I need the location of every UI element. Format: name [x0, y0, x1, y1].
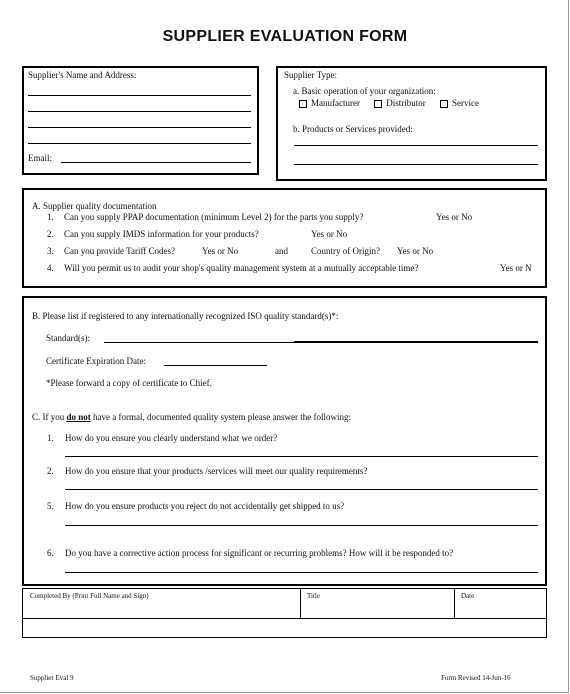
section-c-heading-pre: C. If you: [32, 412, 65, 422]
a-q3-answer[interactable]: Yes or No: [202, 246, 239, 256]
operation-options: [299, 98, 479, 109]
products-services-label: b. Products or Services provided:: [293, 124, 413, 134]
supplier-type-label: Supplier Type:: [284, 70, 337, 80]
address-line-4[interactable]: [28, 143, 251, 144]
a-q2-text: Can you supply IMDS information for your products?: [64, 229, 259, 239]
manufacturer-label: Manufacturer: [311, 98, 360, 108]
page-title: SUPPLIER EVALUATION FORM: [162, 28, 408, 45]
a-q3-and: and: [275, 246, 288, 256]
a-q4-text: Will you permit us to audit your shop's quality management system at a mutually acceptable time?: [64, 263, 419, 273]
c-q1-answer-line[interactable]: [65, 456, 538, 457]
address-line-2[interactable]: [28, 111, 251, 112]
section-c-heading-emphasis: do not: [66, 412, 91, 422]
basic-operation-label: a. Basic operation of your organization:: [293, 86, 436, 96]
a-q1-answer[interactable]: Yes or No: [436, 212, 473, 222]
c-q2-num: 2.: [47, 466, 54, 476]
c-q1-num: 1.: [47, 433, 54, 443]
section-c-heading-post: have a formal, documented quality system please answer the following:: [93, 412, 351, 422]
a-q3-text: Can you provide Tariff Codes?: [64, 246, 176, 256]
c-q1-text: How do you ensure you clearly understand what we order?: [65, 433, 278, 443]
a-q3-origin: Country of Origin?: [311, 246, 380, 256]
completed-by-label[interactable]: Completed By (Print Full Name and Sign): [30, 592, 149, 600]
address-line-1[interactable]: [28, 95, 251, 96]
c-q2-text: How do you ensure that your products /services will meet our quality requirements?: [65, 466, 368, 476]
c-q6-text: Do you have a corrective action process for significant or recurring problems? How will it be responded to?: [65, 548, 454, 558]
distributor-checkbox[interactable]: [374, 100, 382, 108]
distributor-label: Distributor: [386, 98, 426, 108]
footer-left: Supplier Eval 9: [30, 674, 74, 682]
products-line-2[interactable]: [294, 164, 538, 165]
service-label: Service: [451, 98, 479, 108]
standards-label: Standard(s):: [46, 333, 90, 343]
c-q6-num: 6.: [47, 548, 54, 558]
name-address-label: Supplier's Name and Address:: [28, 70, 137, 80]
c-q5-num: 5.: [47, 501, 54, 511]
a-q4-num: 4.: [47, 263, 54, 273]
footer-right: Form Revised 14-Jun-16: [441, 674, 511, 682]
email-label: Email:: [28, 153, 52, 163]
signature-title-label[interactable]: Title: [307, 592, 320, 600]
supplier-info-box: [22, 66, 259, 175]
a-q3-num: 3.: [47, 246, 54, 256]
signature-col-divider-1: [300, 588, 301, 618]
c-q5-answer-line[interactable]: [65, 525, 538, 526]
a-q3-origin-answer[interactable]: Yes or No: [397, 246, 434, 256]
a-q1-text: Can you supply PPAP documentation (minimum Level 2) for the parts you supply?: [64, 212, 364, 222]
signature-row-divider: [22, 618, 547, 619]
certificate-note: *Please forward a copy of certificate to Chief.: [46, 378, 212, 388]
c-q6-answer-line[interactable]: [65, 572, 538, 573]
section-b-heading: B. Please list if registered to any internationally recognized ISO quality standard(s)*:: [32, 311, 339, 321]
a-q2-num: 2.: [47, 229, 54, 239]
a-q1-num: 1.: [47, 212, 54, 222]
standards-field-thin[interactable]: [104, 342, 294, 343]
a-q2-answer[interactable]: Yes or No: [311, 229, 348, 239]
c-q2-answer-line[interactable]: [65, 489, 538, 490]
section-a-heading: A. Supplier quality documentation: [32, 201, 157, 211]
section-c-heading: [32, 412, 351, 423]
signature-date-label[interactable]: Date: [461, 592, 475, 600]
standards-field[interactable]: [294, 341, 538, 343]
email-field[interactable]: [61, 162, 251, 163]
service-checkbox[interactable]: [440, 100, 448, 108]
manufacturer-checkbox[interactable]: [299, 100, 307, 108]
expiration-label: Certificate Expiration Date:: [46, 356, 146, 366]
a-q4-answer[interactable]: Yes or N: [500, 263, 532, 273]
products-line-1[interactable]: [294, 145, 538, 146]
c-q5-text: How do you ensure products you reject do not accidentally get shipped to us?: [65, 501, 345, 511]
expiration-field[interactable]: [164, 365, 267, 366]
address-line-3[interactable]: [28, 127, 251, 128]
signature-col-divider-2: [454, 588, 455, 618]
